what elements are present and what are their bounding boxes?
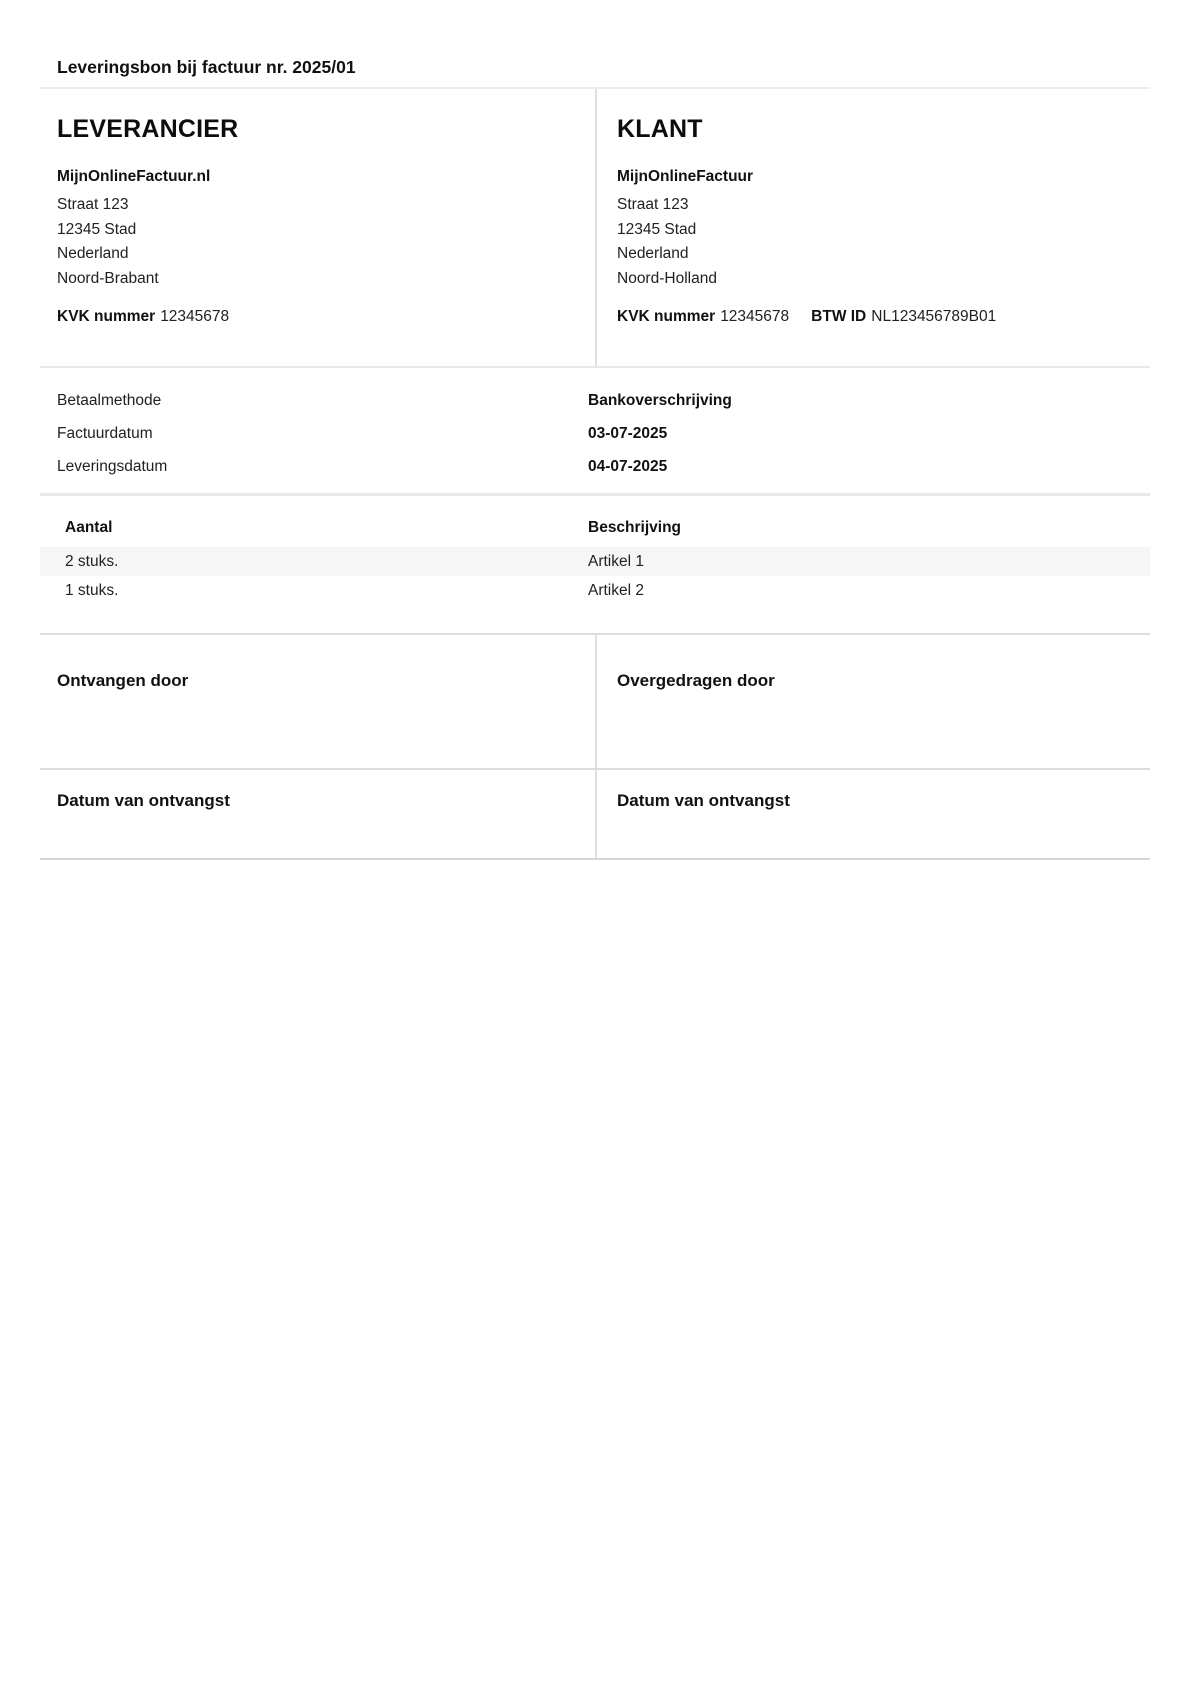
customer-btw-group — [811, 308, 996, 325]
supplier-heading: LEVERANCIER — [57, 115, 239, 143]
supplier-company-name: MijnOnlineFactuur.nl — [57, 168, 211, 185]
date-received-left-cell — [40, 768, 595, 858]
supplier-kvk-row — [57, 307, 595, 327]
customer-address-city: 12345 Stad — [617, 220, 697, 238]
payment-method-value: Bankoverschrijving — [588, 392, 732, 409]
customer-kvk-label: KVK nummer — [617, 308, 716, 325]
transferred-by-heading: Overgedragen door — [617, 671, 775, 690]
customer-address-country: Nederland — [617, 245, 689, 262]
supplier-section — [40, 89, 595, 366]
customer-btw-value: NL123456789B01 — [871, 308, 997, 325]
supplier-address-province: Noord-Brabant — [57, 269, 159, 287]
delivery-date-row — [40, 450, 1150, 483]
transferred-by-cell — [595, 633, 1150, 768]
item-description: Artikel 1 — [588, 553, 644, 570]
column-header-description: Beschrijving — [588, 519, 682, 536]
item-row — [40, 547, 1150, 576]
delivery-date-value: 04-07-2025 — [588, 458, 668, 475]
customer-company-name: MijnOnlineFactuur — [617, 168, 754, 185]
customer-kvk-value: 12345678 — [720, 308, 790, 325]
supplier-address-street: Straat 123 — [57, 196, 129, 213]
invoice-date-row — [40, 417, 1150, 450]
supplier-address-city: 12345 Stad — [57, 220, 137, 238]
item-quantity: 1 stuks. — [65, 582, 119, 599]
item-row — [40, 576, 1150, 605]
payment-method-row — [40, 384, 1150, 417]
customer-btw-label: BTW ID — [811, 308, 867, 325]
customer-registration-row — [617, 307, 1150, 327]
supplier-address-country: Nederland — [57, 245, 129, 262]
date-received-right-heading: Datum van ontvangst — [617, 791, 790, 810]
item-quantity: 2 stuks. — [65, 553, 119, 570]
invoice-details-section — [40, 368, 1150, 496]
customer-heading: KLANT — [617, 115, 703, 143]
delivery-date-label: Leveringsdatum — [57, 458, 168, 475]
received-by-heading: Ontvangen door — [57, 671, 189, 690]
items-table-header — [40, 496, 1150, 547]
document-title: Leveringsbon bij factuur nr. 2025/01 — [57, 57, 356, 77]
received-by-cell — [40, 633, 595, 768]
item-description: Artikel 2 — [588, 582, 644, 599]
supplier-kvk-value: 12345678 — [160, 308, 230, 325]
date-received-left-heading: Datum van ontvangst — [57, 791, 230, 810]
parties-section — [40, 87, 1150, 368]
customer-address-street: Straat 123 — [617, 196, 689, 213]
items-table — [40, 496, 1150, 605]
invoice-date-label: Factuurdatum — [57, 425, 153, 442]
invoice-date-value: 03-07-2025 — [588, 425, 668, 442]
column-header-quantity: Aantal — [65, 519, 113, 536]
supplier-kvk-label: KVK nummer — [57, 308, 156, 325]
signature-section — [40, 633, 1150, 860]
date-received-right-cell — [595, 768, 1150, 858]
payment-method-label: Betaalmethode — [57, 392, 162, 409]
customer-address-province: Noord-Holland — [617, 269, 717, 287]
customer-section — [595, 89, 1150, 366]
